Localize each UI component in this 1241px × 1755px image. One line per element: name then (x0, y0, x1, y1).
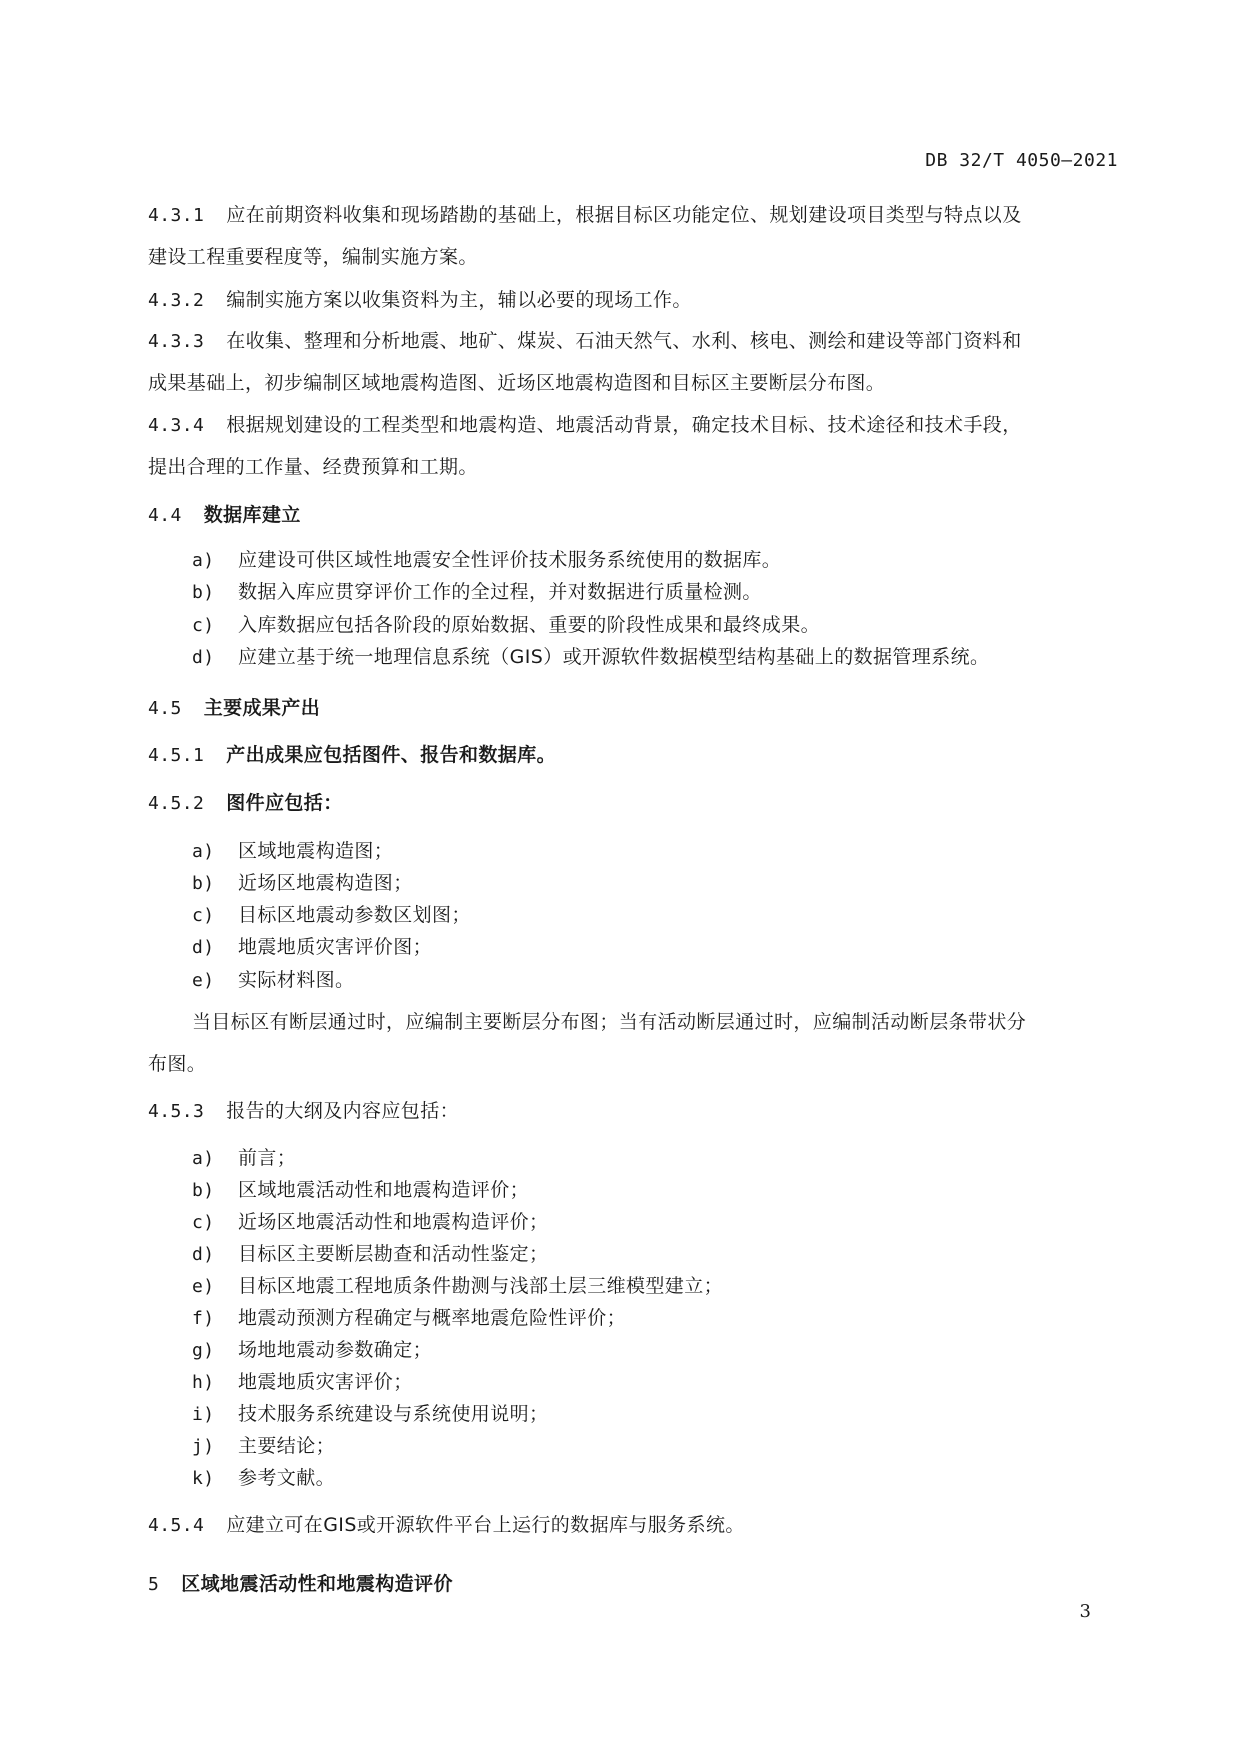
clause-4-3-3-line2: 成果基础上，初步编制区域地震构造图、近场区地震构造图和目标区主要断层分布图。 (148, 372, 886, 394)
clause-4-3-1-line2: 建设工程重要程度等，编制实施方案。 (148, 246, 478, 268)
list-label: a) (192, 550, 215, 571)
clause-4-5-3 (148, 1096, 459, 1123)
list-label: d) (192, 937, 215, 958)
list-label: c) (192, 615, 215, 636)
list-text: 区域地震构造图； (238, 840, 394, 862)
list-label: b) (192, 582, 215, 603)
list-label: f) (192, 1308, 215, 1329)
list-text: 地震地质灾害评价图； (238, 936, 433, 958)
list-item (192, 1207, 548, 1234)
section-title: 主要成果产出 (203, 697, 321, 719)
clause-number: 4.3.2 (148, 290, 205, 311)
list-label: a) (192, 841, 215, 862)
list-item (192, 1303, 626, 1330)
list-label: e) (192, 970, 215, 991)
list-text: 目标区地震工程地质条件勘测与浅部土层三维模型建立； (238, 1275, 724, 1297)
clause-text: 产出成果应包括图件、报告和数据库。 (226, 744, 556, 766)
clause-4-5-4 (148, 1510, 745, 1537)
clause-number: 4.3.1 (148, 205, 205, 226)
section-number: 4.5 (148, 698, 182, 719)
list-label: b) (192, 873, 215, 894)
page-number: 3 (1079, 1601, 1091, 1622)
section-number: 4.4 (148, 505, 182, 526)
clause-text: 在收集、整理和分析地震、地矿、煤炭、石油天然气、水利、核电、测绘和建设等部门资料和 (226, 330, 1022, 352)
list-text: 主要结论； (238, 1435, 336, 1457)
list-item (192, 836, 393, 863)
list-text: 技术服务系统建设与系统使用说明； (238, 1403, 549, 1425)
list-item (192, 1463, 335, 1490)
chapter-number: 5 (148, 1574, 160, 1595)
list-item (192, 932, 432, 959)
list-text: 应建设可供区域性地震安全性评价技术服务系统使用的数据库。 (238, 549, 782, 571)
list-label: b) (192, 1180, 215, 1201)
list-item (192, 868, 413, 895)
list-text: 参考文献。 (238, 1467, 336, 1489)
list-item (192, 1431, 335, 1458)
list-text: 地震动预测方程确定与概率地震危险性评价； (238, 1307, 627, 1329)
list-item (192, 1335, 432, 1362)
list-label: d) (192, 1244, 215, 1265)
list-text: 近场区地震构造图； (238, 872, 413, 894)
list-item (192, 1271, 723, 1298)
list-text: 数据入库应贯穿评价工作的全过程，并对数据进行质量检测。 (238, 581, 762, 603)
list-text: 前言； (238, 1147, 297, 1169)
clause-text: 根据规划建设的工程类型和地震构造、地震活动背景，确定技术目标、技术途径和技术手段， (226, 414, 1022, 436)
clause-number: 4.5.1 (148, 745, 205, 766)
chapter-title: 区域地震活动性和地震构造评价 (181, 1573, 453, 1595)
list-item (192, 642, 989, 669)
clause-text: 应在前期资料收集和现场踏勘的基础上，根据目标区功能定位、规划建设项目类型与特点以及 (226, 204, 1022, 226)
clause-number: 4.5.3 (148, 1101, 205, 1122)
clause-4-3-3-line1 (148, 326, 1022, 353)
note-line2: 布图。 (148, 1053, 207, 1075)
list-text: 地震地质灾害评价； (238, 1371, 413, 1393)
list-label: a) (192, 1148, 215, 1169)
list-label: g) (192, 1340, 215, 1361)
clause-text: 应建立可在GIS或开源软件平台上运行的数据库与服务系统。 (226, 1514, 745, 1536)
list-item (192, 610, 820, 637)
list-item (192, 965, 354, 992)
clause-text: 图件应包括： (226, 792, 343, 814)
list-label: k) (192, 1468, 215, 1489)
list-text: 场地地震动参数确定； (238, 1339, 433, 1361)
list-item (192, 1143, 296, 1170)
clause-4-3-1-line1 (148, 200, 1022, 227)
chapter-heading-5 (148, 1569, 453, 1596)
list-text: 目标区主要断层勘查和活动性鉴定； (238, 1243, 549, 1265)
clause-number: 4.3.3 (148, 331, 205, 352)
list-item (192, 1239, 548, 1266)
clause-number: 4.5.2 (148, 793, 205, 814)
list-label: e) (192, 1276, 215, 1297)
list-item (192, 545, 781, 572)
list-label: c) (192, 1212, 215, 1233)
list-label: j) (192, 1436, 215, 1457)
list-label: h) (192, 1372, 215, 1393)
section-heading-4-5 (148, 693, 320, 720)
clause-4-3-2 (148, 285, 692, 312)
list-text: 区域地震活动性和地震构造评价； (238, 1179, 530, 1201)
clause-text: 编制实施方案以收集资料为主，辅以必要的现场工作。 (226, 289, 692, 311)
note-line1: 当目标区有断层通过时，应编制主要断层分布图；当有活动断层通过时，应编制活动断层条带状分 (192, 1011, 1027, 1033)
clause-4-5-1 (148, 740, 556, 767)
list-label: c) (192, 905, 215, 926)
list-item (192, 1367, 413, 1394)
list-text: 近场区地震活动性和地震构造评价； (238, 1211, 549, 1233)
clause-text: 报告的大纲及内容应包括： (226, 1100, 459, 1122)
clause-number: 4.5.4 (148, 1515, 205, 1536)
section-title: 数据库建立 (203, 504, 301, 526)
section-heading-4-4 (148, 500, 301, 527)
list-label: d) (192, 647, 215, 668)
list-item (192, 1175, 529, 1202)
list-text: 应建立基于统一地理信息系统（GIS）或开源软件数据模型结构基础上的数据管理系统。 (238, 646, 990, 668)
clause-4-3-4-line1 (148, 410, 1022, 437)
list-item (192, 1399, 548, 1426)
clause-4-3-4-line2: 提出合理的工作量、经费预算和工期。 (148, 456, 478, 478)
list-text: 目标区地震动参数区划图； (238, 904, 471, 926)
list-label: i) (192, 1404, 215, 1425)
clause-number: 4.3.4 (148, 415, 205, 436)
list-text: 入库数据应包括各阶段的原始数据、重要的阶段性成果和最终成果。 (238, 614, 821, 636)
clause-4-5-2 (148, 788, 343, 815)
list-text: 实际材料图。 (238, 969, 355, 991)
list-item (192, 900, 471, 927)
list-item (192, 577, 762, 604)
document-id: DB 32/T 4050—2021 (925, 150, 1118, 171)
